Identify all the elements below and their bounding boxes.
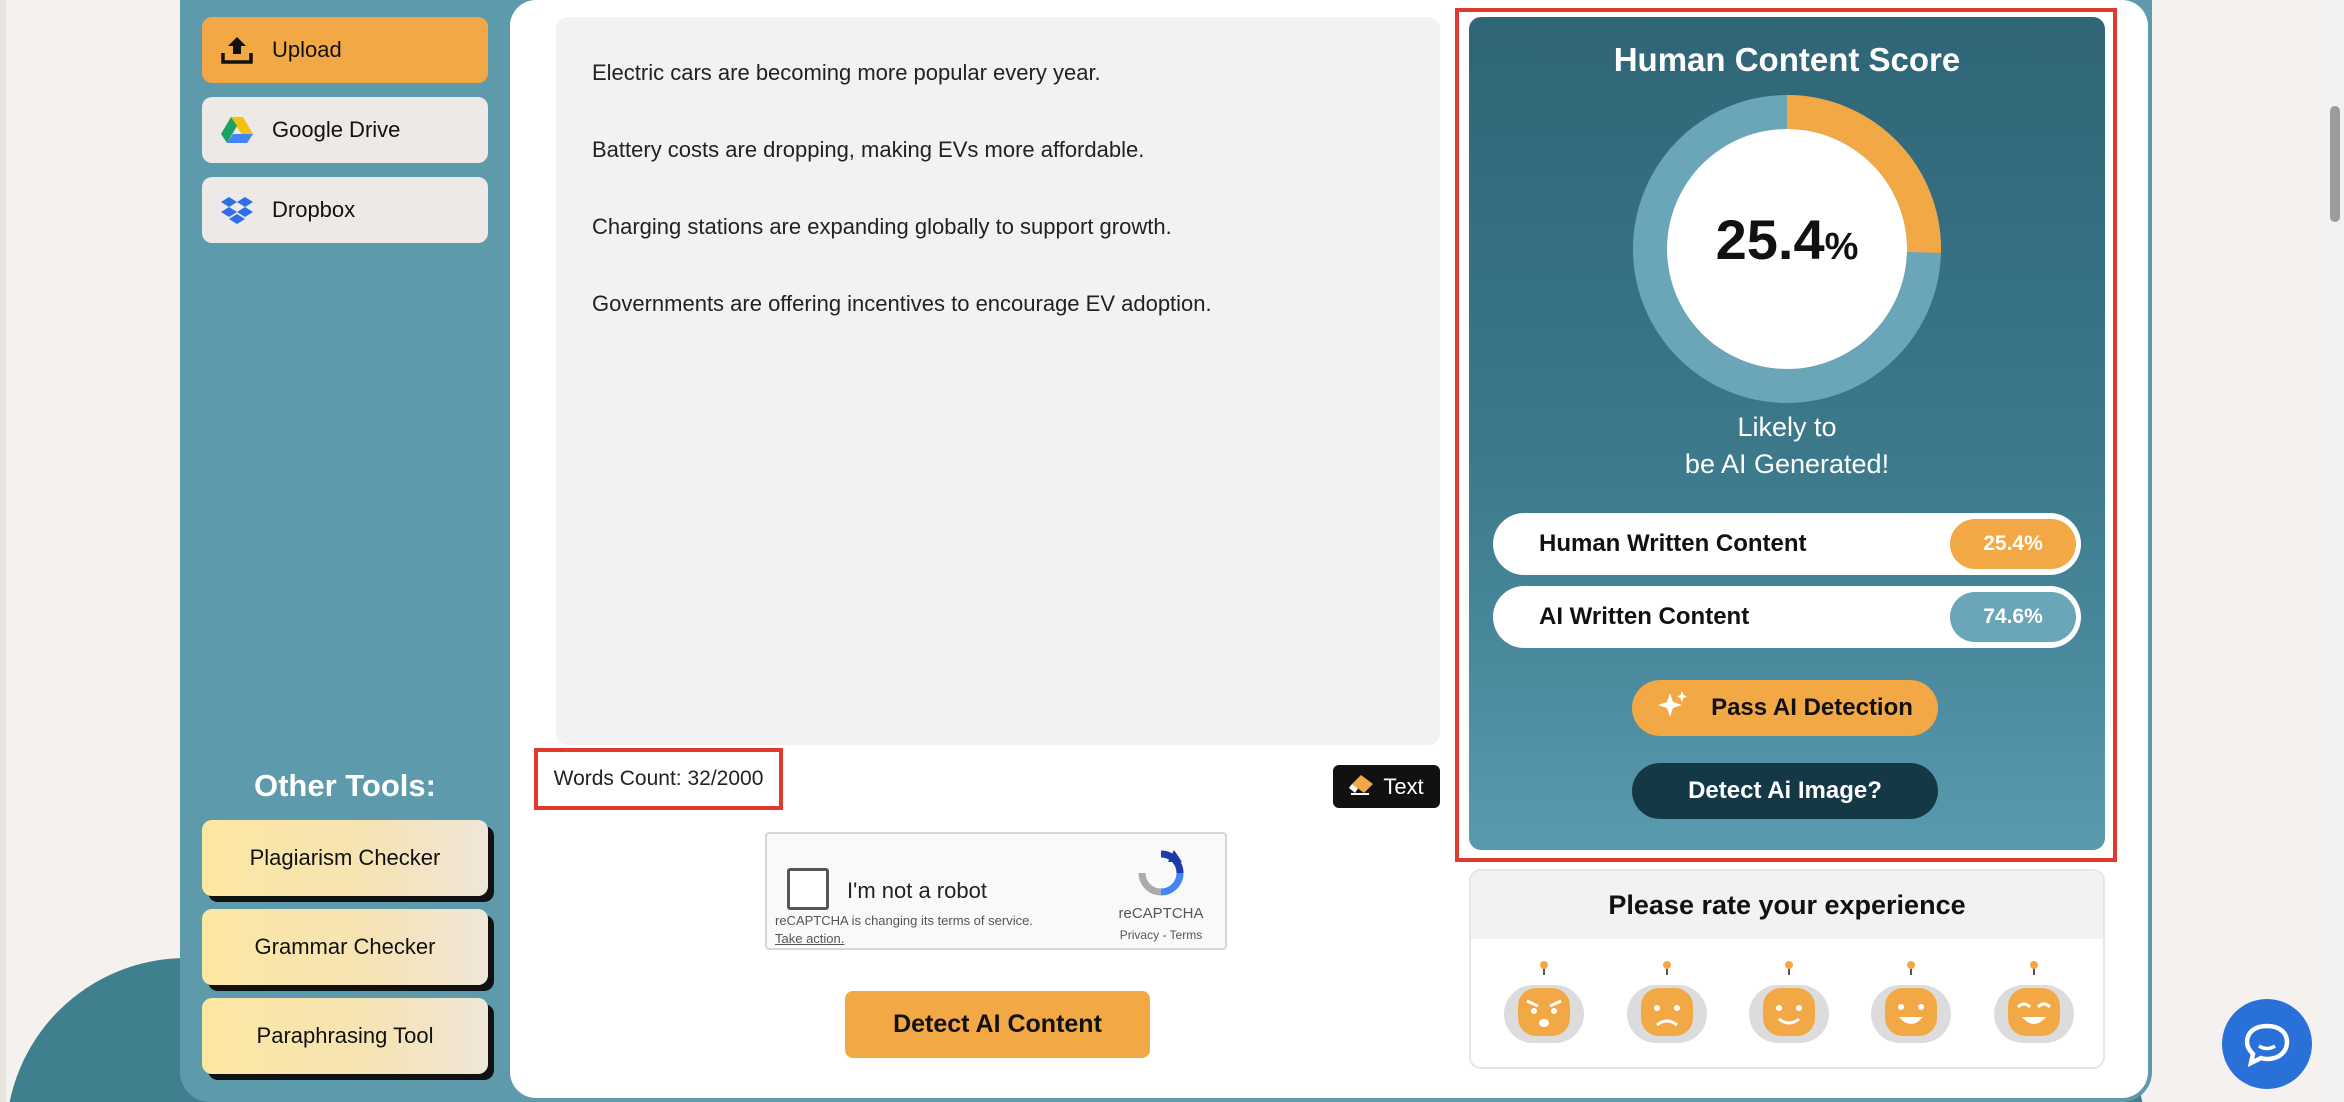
text-line: Charging stations are expanding globally to support growth. [592,214,1172,239]
ai-written-percent: 74.6% [1950,592,2076,642]
score-verdict [1469,409,2105,483]
angry-face-icon[interactable] [1501,961,1587,1051]
recaptcha-checkbox[interactable] [787,868,829,910]
pass-ai-detection-button[interactable] [1632,680,1938,736]
detect-ai-image-button[interactable]: Detect Ai Image? [1632,763,1938,819]
dropbox-label: Dropbox [272,197,356,222]
recaptcha-note [775,912,1033,948]
word-count: Words Count: 32/2000 [534,748,783,810]
upload-label: Upload [272,37,342,62]
chat-icon [2242,1019,2292,1069]
scrollbar-thumb[interactable] [2330,106,2340,222]
sidebar [180,0,510,1102]
rating-faces [1471,961,2105,1051]
dropbox-button[interactable] [202,177,488,243]
rating-title: Please rate your experience [1471,871,2103,939]
chat-button[interactable] [2222,999,2312,1089]
verdict-line-2: be AI Generated! [1684,449,1890,479]
sparkle-icon [1657,689,1689,728]
clear-text-button[interactable] [1333,765,1440,808]
ai-written-label: AI Written Content [1539,603,1750,630]
verdict-line-1: Likely to [1737,412,1837,442]
other-tools-title: Other Tools: [254,768,436,803]
text-line: Battery costs are dropping, making EVs more affordable. [592,137,1145,162]
page-scrollbar[interactable] [2326,0,2344,1102]
google-drive-button[interactable] [202,97,488,163]
text-input-area[interactable] [556,17,1440,745]
upload-button[interactable] [202,17,488,83]
pass-ai-detection-label: Pass AI Detection [1711,694,1913,721]
recaptcha-icon [1136,848,1186,898]
human-content-score-card [1469,17,2105,850]
plagiarism-checker-button[interactable]: Plagiarism Checker [202,820,488,896]
human-written-row [1493,513,2081,575]
recaptcha-note-text: reCAPTCHA is changing its terms of service. [775,913,1033,928]
google-drive-icon [202,115,272,145]
score-title: Human Content Score [1613,41,1961,78]
ai-written-row [1493,586,2081,648]
text-button-label: Text [1383,773,1424,799]
human-written-label: Human Written Content [1539,530,1807,557]
recaptcha-terms-link[interactable]: Privacy - Terms [1119,928,1203,942]
sad-face-icon[interactable] [1624,961,1710,1051]
paraphrasing-tool-button[interactable]: Paraphrasing Tool [202,998,488,1074]
recaptcha-logo [1111,848,1211,942]
human-written-percent: 25.4% [1950,519,2076,569]
text-line: Governments are offering incentives to encourage EV adoption. [592,291,1212,316]
score-value: 25.4% [1715,208,1859,271]
text-line: Electric cars are becoming more popular every year. [592,60,1101,85]
neutral-smile-icon[interactable] [1746,961,1832,1051]
dropbox-icon [202,195,272,225]
detect-ai-content-button[interactable]: Detect AI Content [845,991,1150,1058]
grammar-checker-button[interactable]: Grammar Checker [202,909,488,985]
eraser-icon [1349,772,1377,802]
recaptcha-label: I'm not a robot [847,878,987,903]
rating-card [1469,869,2105,1069]
recaptcha-brand: reCAPTCHA [1118,905,1204,922]
love-face-icon[interactable] [1991,961,2077,1051]
google-drive-label: Google Drive [272,117,401,142]
page-edge [0,0,6,1102]
recaptcha-widget [765,832,1227,950]
recaptcha-take-action-link[interactable]: Take action. [775,931,845,946]
happy-face-icon[interactable] [1868,961,1954,1051]
upload-icon [202,35,272,65]
